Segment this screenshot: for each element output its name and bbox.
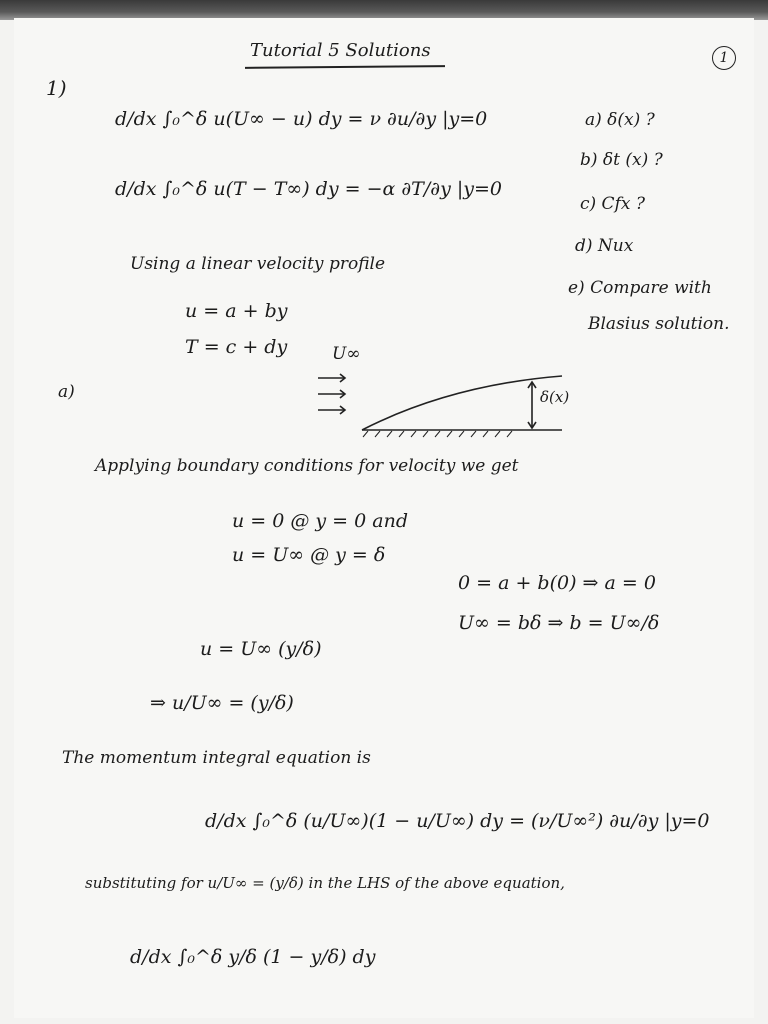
momentum-intro: The momentum integral equation is — [62, 748, 371, 768]
bc-intro: Applying boundary conditions for velocity we get — [95, 456, 519, 476]
scan-top-edge — [0, 0, 768, 20]
question-e-cont: Blasius solution. — [588, 314, 730, 334]
substitution-text: substituting for u/U∞ = (y/δ) in the LHS of the above equation, — [85, 874, 565, 892]
momentum-integral-equation: d/dx ∫₀^δ (u/U∞)(1 − u/U∞) dy = (ν/U∞²) ∂u/∂y |y=0 — [205, 810, 710, 832]
freestream-label: U∞ — [332, 344, 361, 364]
solve-a: 0 = a + b(0) ⇒ a = 0 — [458, 572, 656, 594]
velocity-profile: u = a + by — [185, 300, 288, 322]
question-c: c) Cfx ? — [580, 194, 645, 214]
profile-intro: Using a linear velocity profile — [130, 254, 386, 274]
page-title: Tutorial 5 Solutions — [250, 40, 431, 61]
substituted-integral: d/dx ∫₀^δ y/δ (1 − y/δ) dy — [130, 946, 376, 968]
page-number: 1 — [712, 46, 736, 70]
question-b: b) δt (x) ? — [580, 150, 663, 170]
energy-equation: d/dx ∫₀^δ u(T − T∞) dy = −α ∂T/∂y |y=0 — [115, 178, 502, 200]
bc-1: u = 0 @ y = 0 and — [232, 510, 408, 532]
question-e: e) Compare with — [568, 278, 712, 298]
question-d: d) Nux — [575, 236, 634, 256]
question-a: a) δ(x) ? — [585, 110, 655, 130]
part-a-label: a) — [58, 382, 75, 402]
problem-number: 1) — [46, 76, 67, 100]
boundary-layer-diagram — [300, 340, 580, 440]
velocity-ratio-result: ⇒ u/U∞ = (y/δ) — [150, 692, 294, 714]
momentum-equation: d/dx ∫₀^δ u(U∞ − u) dy = ν ∂u/∂y |y=0 — [115, 108, 488, 130]
thickness-label: δ(x) — [540, 388, 570, 406]
bc-2: u = U∞ @ y = δ — [232, 544, 386, 566]
solve-b: U∞ = bδ ⇒ b = U∞/δ — [458, 612, 660, 634]
velocity-result: u = U∞ (y/δ) — [200, 638, 322, 660]
temperature-profile: T = c + dy — [185, 336, 288, 358]
